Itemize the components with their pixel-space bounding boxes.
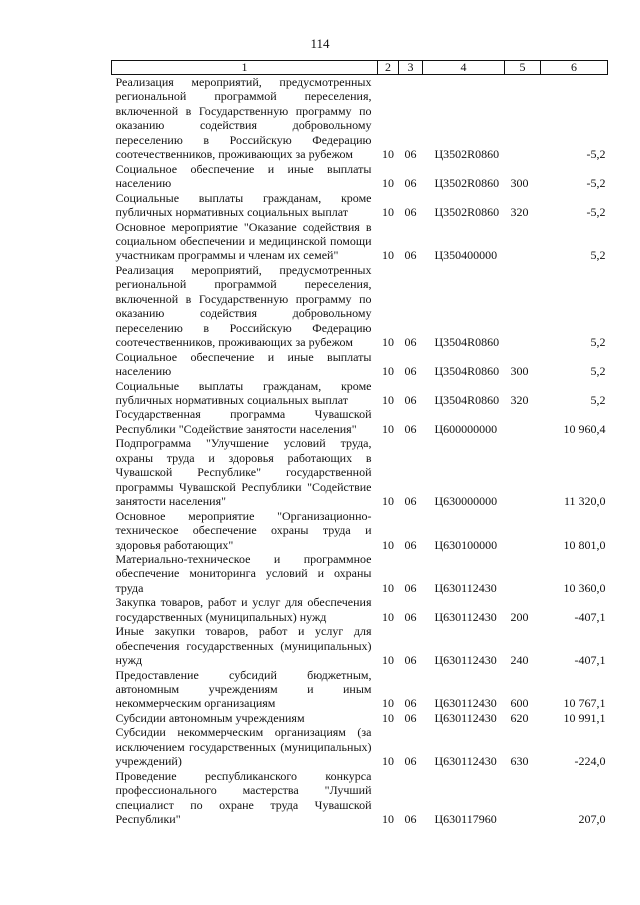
- row-expense-type: [505, 436, 541, 508]
- row-amount: -5,2: [586, 205, 606, 220]
- row-expense-type: [505, 75, 541, 162]
- row-target-code: Ц630112430: [434, 653, 497, 668]
- table-row: [112, 191, 608, 220]
- row-section: 10: [382, 147, 394, 162]
- row-target-code: Ц630100000: [434, 537, 498, 552]
- table-row: [112, 75, 608, 162]
- table-row: [112, 668, 608, 711]
- page-number: 114: [310, 36, 330, 51]
- row-expense-type: [505, 509, 541, 552]
- row-name: Проведение республиканского конкурса профессионального мастерства "Лучший специалист по охране труда Чувашской Республики": [115, 768, 372, 827]
- row-target-code: Ц600000000: [434, 421, 498, 436]
- row-amount: 10 960,4: [563, 421, 606, 436]
- row-subsection: 06: [404, 147, 417, 162]
- row-section: 10: [382, 609, 394, 624]
- row-subsection: 06: [404, 494, 417, 509]
- row-target-code: Ц630000000: [434, 494, 498, 509]
- row-amount: -5,2: [586, 147, 606, 162]
- row-amount: 5,2: [590, 335, 606, 350]
- row-name: Субсидии автономным учреждениям: [115, 710, 305, 725]
- row-amount: -224,0: [574, 754, 606, 769]
- row-subsection: 06: [404, 580, 417, 595]
- column-header: 6: [541, 61, 608, 75]
- row-subsection: 06: [404, 392, 417, 407]
- row-expense-type: [505, 552, 541, 595]
- row-section: 10: [382, 494, 394, 509]
- row-expense-type: 200: [510, 609, 529, 624]
- row-section: 10: [382, 812, 394, 827]
- row-target-code: Ц630112430: [434, 696, 497, 711]
- row-subsection: 06: [404, 609, 417, 624]
- column-header: 5: [505, 61, 541, 75]
- row-name: Социальные выплаты гражданам, кроме публичных нормативных социальных выплат: [115, 378, 372, 407]
- row-name: Иные закупки товаров, работ и услуг для обеспечения государственных (муниципальных) нужд: [115, 624, 372, 668]
- table-row: [112, 220, 608, 263]
- row-subsection: 06: [404, 812, 417, 827]
- row-expense-type: 620: [510, 710, 529, 725]
- row-expense-type: 320: [510, 205, 529, 220]
- budget-table: [111, 60, 608, 827]
- row-amount: 10 801,0: [563, 537, 606, 552]
- row-amount: 11 320,0: [563, 494, 606, 509]
- row-section: 10: [382, 710, 394, 725]
- row-section: 10: [382, 335, 394, 350]
- table-header-row: [112, 61, 608, 75]
- table-row: [112, 552, 608, 595]
- row-subsection: 06: [404, 754, 417, 769]
- row-section: 10: [382, 580, 394, 595]
- table-row: [112, 162, 608, 191]
- table-row: [112, 725, 608, 768]
- row-target-code: Ц630112430: [434, 609, 497, 624]
- row-amount: -407,1: [574, 653, 606, 668]
- row-section: 10: [382, 205, 394, 220]
- row-amount: 10 991,1: [563, 710, 606, 725]
- row-expense-type: [505, 407, 541, 436]
- row-name: Субсидии некоммерческим организациям (за исключением государственных (муниципальных) учреждений): [115, 725, 372, 769]
- row-target-code: Ц3502R0860: [434, 176, 500, 191]
- row-section: 10: [382, 653, 394, 668]
- row-subsection: 06: [404, 537, 417, 552]
- row-name: Реализация мероприятий, предусмотренных региональной программой переселения, включенной в Государственную программу по оказанию содействия добровольному переселению в Российскую Федерацию соотечественников, проживающих за рубежом: [115, 75, 372, 162]
- row-target-code: Ц3502R0860: [434, 205, 500, 220]
- row-name: Предоставление субсидий бюджетным, автономным учреждениям и иным некоммерческим организациям: [115, 667, 372, 711]
- table-row: [112, 350, 608, 379]
- table-row: [112, 263, 608, 350]
- row-target-code: Ц630112430: [434, 754, 497, 769]
- row-expense-type: [505, 769, 541, 827]
- column-header: 4: [423, 61, 505, 75]
- row-name: Социальное обеспечение и иные выплаты населению: [115, 349, 372, 379]
- row-section: 10: [382, 754, 394, 769]
- row-name: Государственная программа Чувашской Республики "Содействие занятости населения": [115, 407, 372, 436]
- row-amount: 5,2: [590, 248, 606, 263]
- row-name: Основное мероприятие "Оказание содействия в социальном обеспечении и медицинской помощи участникам программы и членам их семей": [115, 219, 372, 263]
- row-subsection: 06: [404, 205, 417, 220]
- row-subsection: 06: [404, 335, 417, 350]
- row-target-code: Ц630117960: [434, 812, 497, 827]
- row-target-code: Ц350400000: [434, 248, 498, 263]
- row-expense-type: 320: [510, 392, 529, 407]
- row-amount: 207,0: [578, 812, 606, 827]
- column-header: 1: [112, 61, 378, 75]
- row-expense-type: 630: [510, 754, 529, 769]
- row-amount: 5,2: [590, 364, 606, 379]
- row-expense-type: 240: [510, 653, 529, 668]
- row-section: 10: [382, 392, 394, 407]
- row-section: 10: [382, 696, 394, 711]
- row-expense-type: 600: [510, 696, 529, 711]
- table-row: [112, 407, 608, 436]
- row-subsection: 06: [404, 421, 417, 436]
- row-target-code: Ц3504R0860: [434, 364, 500, 379]
- row-name: Закупка товаров, работ и услуг для обеспечения государственных (муниципальных) нужд: [115, 595, 372, 624]
- row-subsection: 06: [404, 653, 417, 668]
- row-subsection: 06: [404, 364, 417, 379]
- row-name: Социальное обеспечение и иные выплаты населению: [115, 161, 372, 191]
- row-amount: -407,1: [574, 609, 606, 624]
- row-section: 10: [382, 364, 394, 379]
- row-amount: -5,2: [586, 176, 606, 191]
- table-row: [112, 436, 608, 508]
- row-target-code: Ц630112430: [434, 580, 497, 595]
- row-expense-type: 300: [510, 176, 529, 191]
- table-row: [112, 509, 608, 552]
- row-section: 10: [382, 537, 394, 552]
- row-expense-type: [505, 263, 541, 350]
- row-amount: 10 360,0: [563, 580, 606, 595]
- row-amount: 5,2: [590, 392, 606, 407]
- row-name: Материально-техническое и программное обеспечение мониторинга условий и охраны труда: [115, 551, 372, 595]
- table-row: [112, 595, 608, 624]
- column-header: 3: [399, 61, 423, 75]
- row-amount: 10 767,1: [563, 696, 606, 711]
- row-name: Основное мероприятие "Организационно-техническое обеспечение охраны труда и здоровья работающих": [115, 508, 372, 552]
- row-target-code: Ц3504R0860: [434, 392, 500, 407]
- row-target-code: Ц630112430: [434, 710, 497, 725]
- table-row: [112, 379, 608, 408]
- row-name: Подпрограмма "Улучшение условий труда, охраны труда и здоровья работающих в Чувашской Республике" государственной программы Чувашской Республики "Содействие занятости населения": [115, 436, 372, 509]
- row-subsection: 06: [404, 710, 417, 725]
- row-name: Социальные выплаты гражданам, кроме публичных нормативных социальных выплат: [115, 190, 372, 220]
- row-subsection: 06: [404, 696, 417, 711]
- row-subsection: 06: [404, 248, 417, 263]
- table-row: [112, 711, 608, 725]
- row-expense-type: [505, 220, 541, 263]
- row-target-code: Ц3504R0860: [434, 335, 500, 350]
- row-section: 10: [382, 421, 394, 436]
- row-expense-type: 300: [510, 364, 529, 379]
- row-target-code: Ц3502R0860: [434, 147, 500, 162]
- table-row: [112, 769, 608, 827]
- row-section: 10: [382, 176, 394, 191]
- row-name: Реализация мероприятий, предусмотренных региональной программой переселения, включенной в Государственную программу по оказанию содействия добровольному переселению в Российскую Федерацию соотечественников, проживающих за рубежом: [115, 262, 372, 350]
- column-header: 2: [378, 61, 399, 75]
- row-subsection: 06: [404, 176, 417, 191]
- row-section: 10: [382, 248, 394, 263]
- table-row: [112, 624, 608, 667]
